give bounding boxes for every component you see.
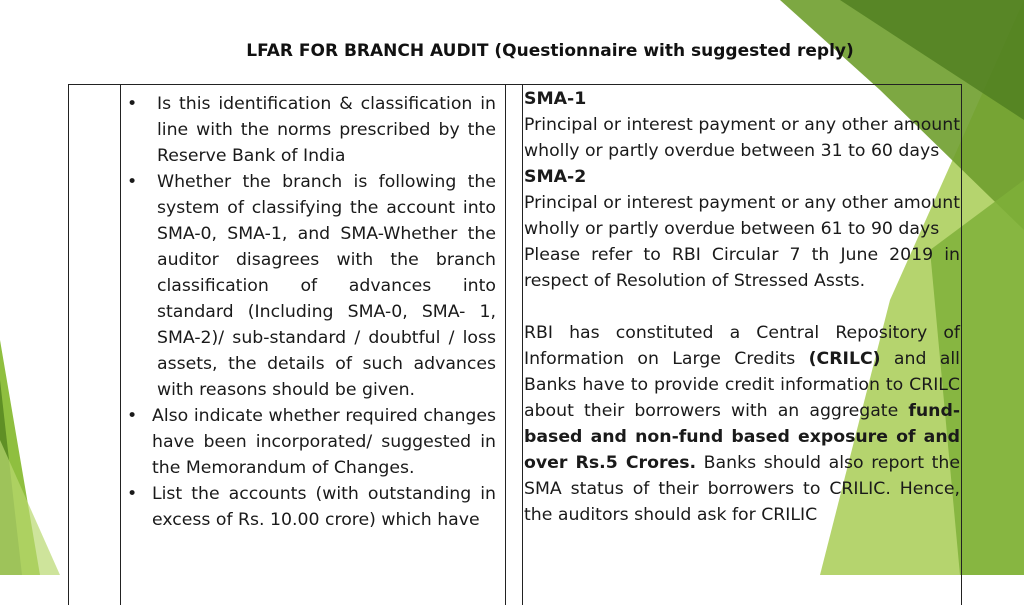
sma1-heading: SMA-1 [524, 89, 587, 109]
sma1-text: Principal or interest payment or any other amount wholly or partly overdue between 31 to 60 days [524, 115, 960, 161]
column-divider [120, 85, 121, 605]
question-item: • Whether the branch is following the system of classifying the account into SMA-0, SMA-1, and SMA-Whether the auditor disagrees with the branch classification of advances into standard (Including SMA-0, SMA- 1, SMA-2)/ sub-standard / doubtful / loss assets, the details of such advances with reasons should be given. [122, 169, 496, 403]
crilc-paragraph [524, 320, 960, 528]
crilc-exposure: fund-based and non-fund based exposure of and over Rs.5 Crores. [524, 401, 960, 473]
crilc-acronym: (CRILC) [808, 349, 881, 369]
column-divider [505, 85, 506, 605]
crilc-text: RBI has constituted a Central Repository of Information on Large Credits [524, 323, 960, 369]
question-item: • Is this identification & classification in line with the norms prescribed by the Reserve Bank of India [122, 91, 496, 169]
lfar-table [68, 84, 962, 605]
column-divider [522, 85, 523, 605]
suggested-reply-column [524, 86, 960, 528]
questionnaire-column [122, 91, 496, 533]
sma2-text: Principal or interest payment or any other amount wholly or partly overdue between 61 to 90 days [524, 193, 960, 239]
crilc-text: Banks should also report the SMA status of their borrowers to CRILIC. Hence, the auditors should ask for CRILIC [524, 453, 960, 525]
crilc-text: and all Banks have to provide credit information to CRILC about their borrowers with an aggregate [524, 349, 960, 421]
question-item: • Also indicate whether required changes have been incorporated/ suggested in the Memorandum of Changes. [122, 403, 496, 481]
page-title: LFAR FOR BRANCH AUDIT (Questionnaire with suggested reply) [246, 41, 854, 61]
sma2-heading: SMA-2 [524, 167, 587, 187]
rbi-circular-note: Please refer to RBI Circular 7 th June 2019 in respect of Resolution of Stressed Assts. [524, 245, 960, 291]
question-item: • List the accounts (with outstanding in excess of Rs. 10.00 crore) which have [122, 481, 496, 533]
